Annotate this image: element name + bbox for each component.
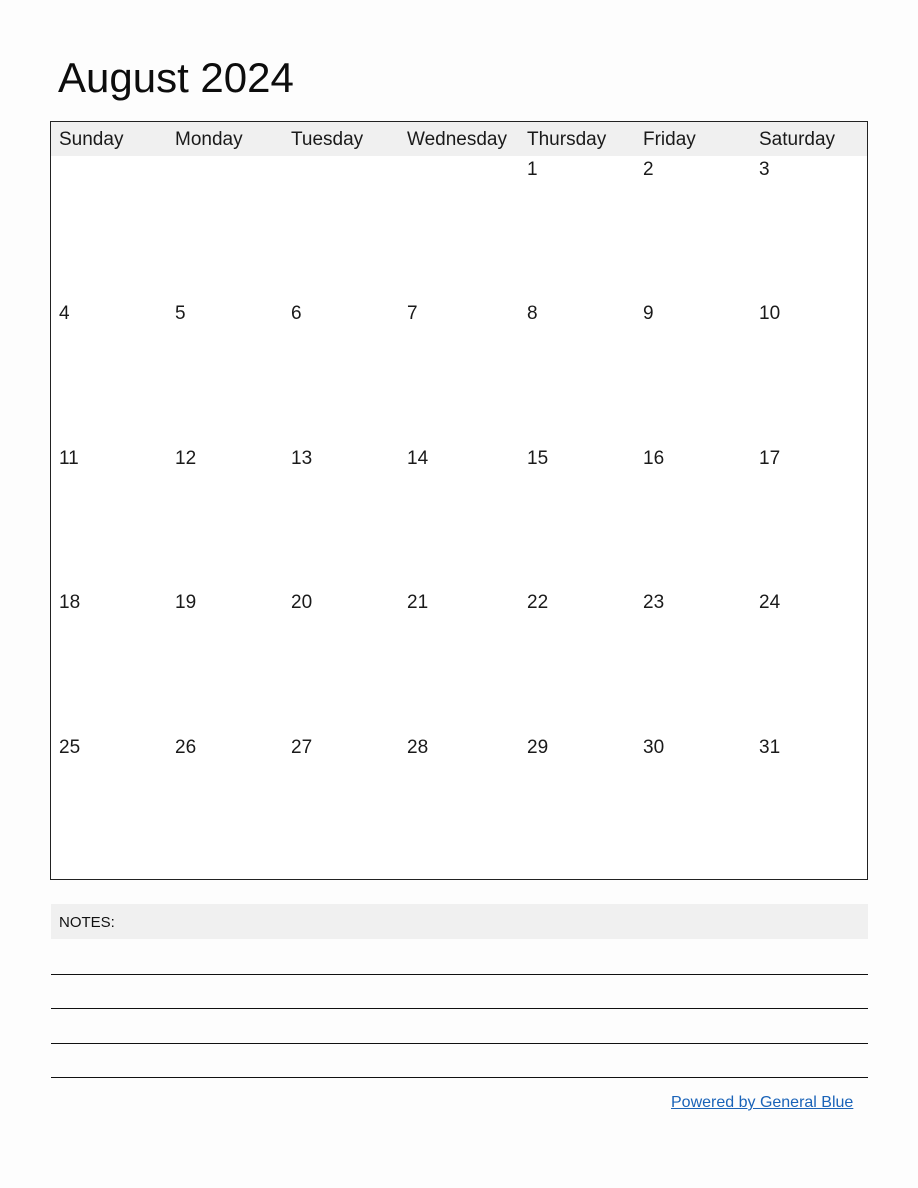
day-cell: 18 [59,592,81,613]
day-cell: 7 [407,303,418,324]
day-cell: 2 [643,159,654,180]
day-cell: 22 [527,592,549,613]
day-cell: 30 [643,737,665,758]
day-cell: 8 [527,303,538,324]
notes-line [51,974,868,975]
day-cell: 6 [291,303,302,324]
weekday-sunday: Sunday [59,129,124,150]
day-cell: 3 [759,159,770,180]
day-cell: 28 [407,737,429,758]
weekday-wednesday: Wednesday [407,129,507,150]
day-cell: 19 [175,592,197,613]
day-cell: 1 [527,159,538,180]
notes-line [51,1008,868,1009]
weekday-saturday: Saturday [759,129,836,150]
day-cell: 29 [527,737,549,758]
page-title: August 2024 [58,54,294,101]
day-cell: 17 [759,448,781,469]
weekday-tuesday: Tuesday [291,129,364,150]
day-cell: 21 [407,592,429,613]
day-cell: 12 [175,448,197,469]
day-cell: 25 [59,737,81,758]
weekday-friday: Friday [643,129,696,150]
day-cell: 27 [291,737,313,758]
day-cell: 5 [175,303,186,324]
day-cell: 23 [643,592,665,613]
day-cell: 4 [59,303,70,324]
weekday-thursday: Thursday [527,129,607,150]
day-cell: 11 [59,448,79,469]
day-cell: 14 [407,448,429,469]
day-cell: 16 [643,448,665,469]
day-cell: 10 [759,303,781,324]
calendar-grid [50,121,868,880]
day-cell: 31 [759,737,781,758]
day-cell: 9 [643,303,654,324]
notes-line [51,1077,868,1078]
weekday-monday: Monday [175,129,243,150]
day-cell: 20 [291,592,313,613]
notes-label: NOTES: [59,914,115,931]
day-cell: 24 [759,592,781,613]
notes-line [51,1043,868,1044]
weekday-header [51,122,867,156]
notes-header [51,904,868,939]
day-cell: 26 [175,737,197,758]
day-cell: 15 [527,448,549,469]
powered-by-link[interactable]: Powered by General Blue [671,1094,854,1111]
day-cell: 13 [291,448,313,469]
